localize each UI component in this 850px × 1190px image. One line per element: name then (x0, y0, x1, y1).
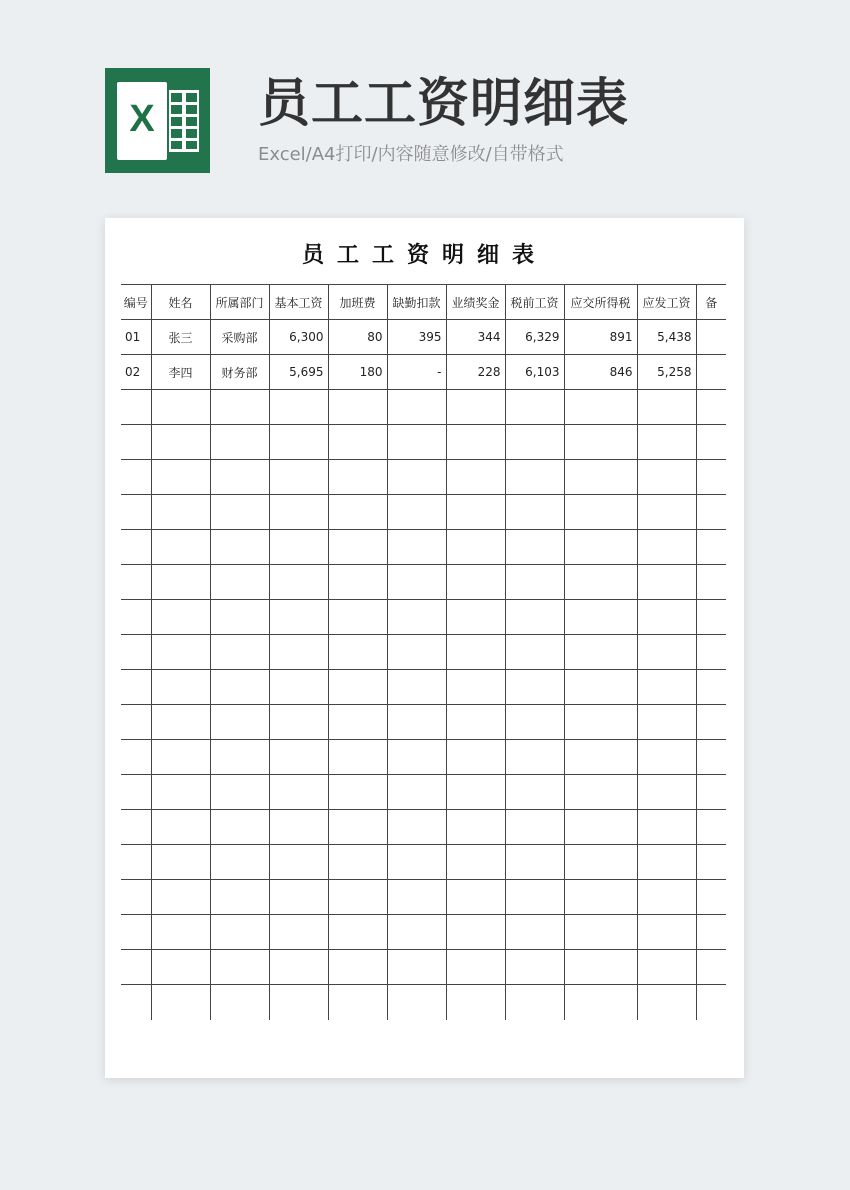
empty-table-cell[interactable] (505, 495, 564, 530)
spreadsheet-preview (105, 218, 744, 1078)
empty-table-cell[interactable] (446, 810, 505, 845)
empty-table-cell[interactable] (564, 495, 637, 530)
empty-table-cell[interactable] (446, 985, 505, 1020)
empty-table-cell[interactable] (210, 635, 269, 670)
empty-table-cell[interactable] (387, 600, 446, 635)
column-header-name: 姓名 (151, 285, 210, 320)
empty-table-cell[interactable] (696, 985, 726, 1020)
empty-table-cell[interactable] (269, 495, 328, 530)
excel-logo-icon (105, 68, 210, 173)
empty-table-cell[interactable] (121, 845, 151, 880)
table-row (121, 355, 726, 390)
empty-table-cell[interactable] (505, 810, 564, 845)
empty-table-cell[interactable] (446, 915, 505, 950)
empty-table-row (121, 810, 726, 845)
empty-table-cell[interactable] (328, 915, 387, 950)
page-subtitle: Excel/A4打印/内容随意修改/自带格式 (258, 144, 564, 165)
empty-table-cell[interactable] (210, 950, 269, 985)
empty-table-cell[interactable] (387, 635, 446, 670)
empty-table-cell[interactable] (696, 565, 726, 600)
column-header-id: 编号 (121, 285, 151, 320)
empty-table-cell[interactable] (121, 425, 151, 460)
empty-table-cell[interactable] (387, 810, 446, 845)
table-cell[interactable]: 228 (446, 355, 505, 390)
empty-table-cell[interactable] (505, 915, 564, 950)
table-cell[interactable]: 344 (446, 320, 505, 355)
empty-table-cell[interactable] (696, 495, 726, 530)
empty-table-cell[interactable] (387, 530, 446, 565)
table-cell[interactable] (696, 320, 726, 355)
empty-table-cell[interactable] (151, 705, 210, 740)
empty-table-cell[interactable] (269, 635, 328, 670)
empty-table-cell[interactable] (637, 390, 696, 425)
table-cell[interactable]: 5,438 (637, 320, 696, 355)
table-row (121, 320, 726, 355)
empty-table-cell[interactable] (269, 390, 328, 425)
empty-table-cell[interactable] (564, 460, 637, 495)
empty-table-cell[interactable] (637, 915, 696, 950)
empty-table-cell[interactable] (269, 460, 328, 495)
empty-table-cell[interactable] (269, 880, 328, 915)
empty-table-cell[interactable] (637, 845, 696, 880)
empty-table-cell[interactable] (696, 460, 726, 495)
empty-table-cell[interactable] (446, 390, 505, 425)
empty-table-cell[interactable] (564, 390, 637, 425)
table-cell[interactable]: 李四 (151, 355, 210, 390)
empty-table-cell[interactable] (505, 705, 564, 740)
empty-table-cell[interactable] (121, 985, 151, 1020)
table-cell[interactable]: 80 (328, 320, 387, 355)
empty-table-row (121, 530, 726, 565)
excel-document-shape (117, 82, 167, 160)
empty-table-row (121, 915, 726, 950)
empty-table-cell[interactable] (210, 915, 269, 950)
column-header-net-salary: 应发工资 (637, 285, 696, 320)
table-cell[interactable]: 180 (328, 355, 387, 390)
table-cell[interactable]: 395 (387, 320, 446, 355)
empty-table-cell[interactable] (121, 460, 151, 495)
empty-table-cell[interactable] (564, 600, 637, 635)
empty-table-cell[interactable] (564, 845, 637, 880)
empty-table-cell[interactable] (564, 705, 637, 740)
empty-table-cell[interactable] (696, 915, 726, 950)
empty-table-cell[interactable] (696, 810, 726, 845)
empty-table-cell[interactable] (328, 635, 387, 670)
empty-table-cell[interactable] (210, 845, 269, 880)
empty-table-cell[interactable] (328, 950, 387, 985)
empty-table-cell[interactable] (696, 530, 726, 565)
empty-table-cell[interactable] (637, 670, 696, 705)
empty-table-cell[interactable] (564, 915, 637, 950)
empty-table-cell[interactable] (505, 880, 564, 915)
empty-table-cell[interactable] (328, 495, 387, 530)
empty-table-cell[interactable] (269, 915, 328, 950)
table-header-row (121, 285, 726, 320)
empty-table-cell[interactable] (387, 670, 446, 705)
column-header-department: 所属部门 (210, 285, 269, 320)
empty-table-cell[interactable] (387, 950, 446, 985)
empty-table-row (121, 950, 726, 985)
column-header-pretax-salary: 税前工资 (505, 285, 564, 320)
table-cell[interactable]: 采购部 (210, 320, 269, 355)
empty-table-row (121, 670, 726, 705)
empty-table-cell[interactable] (564, 670, 637, 705)
empty-table-cell[interactable] (505, 390, 564, 425)
empty-table-cell[interactable] (269, 425, 328, 460)
empty-table-cell[interactable] (446, 425, 505, 460)
empty-table-cell[interactable] (696, 635, 726, 670)
empty-table-cell[interactable] (210, 600, 269, 635)
empty-table-cell[interactable] (269, 845, 328, 880)
empty-table-cell[interactable] (121, 880, 151, 915)
empty-table-cell[interactable] (637, 495, 696, 530)
empty-table-cell[interactable] (269, 670, 328, 705)
table-cell[interactable] (696, 355, 726, 390)
empty-table-cell[interactable] (505, 635, 564, 670)
table-cell[interactable]: - (387, 355, 446, 390)
empty-table-cell[interactable] (151, 530, 210, 565)
empty-table-cell[interactable] (269, 810, 328, 845)
empty-table-cell[interactable] (564, 880, 637, 915)
empty-table-cell[interactable] (696, 775, 726, 810)
empty-table-cell[interactable] (210, 985, 269, 1020)
empty-table-cell[interactable] (151, 495, 210, 530)
table-cell[interactable]: 5,695 (269, 355, 328, 390)
table-cell[interactable]: 6,103 (505, 355, 564, 390)
empty-table-cell[interactable] (446, 635, 505, 670)
empty-table-cell[interactable] (564, 565, 637, 600)
empty-table-cell[interactable] (505, 565, 564, 600)
spreadsheet-grid-icon (169, 90, 199, 152)
empty-table-cell[interactable] (121, 775, 151, 810)
column-header-remarks: 备 (696, 285, 726, 320)
empty-table-cell[interactable] (151, 635, 210, 670)
empty-table-cell[interactable] (505, 775, 564, 810)
empty-table-cell[interactable] (269, 705, 328, 740)
empty-table-row (121, 845, 726, 880)
empty-table-cell[interactable] (696, 845, 726, 880)
table-cell[interactable]: 01 (121, 320, 151, 355)
empty-table-cell[interactable] (387, 390, 446, 425)
sheet-title: 员工工资明细表 (301, 243, 547, 268)
empty-table-cell[interactable] (505, 600, 564, 635)
empty-table-cell[interactable] (637, 530, 696, 565)
empty-table-cell[interactable] (121, 495, 151, 530)
empty-table-cell[interactable] (151, 810, 210, 845)
empty-table-cell[interactable] (121, 635, 151, 670)
empty-table-cell[interactable] (210, 810, 269, 845)
empty-table-cell[interactable] (151, 460, 210, 495)
empty-table-cell[interactable] (505, 670, 564, 705)
empty-table-cell[interactable] (328, 810, 387, 845)
empty-table-cell[interactable] (328, 740, 387, 775)
page-title: 员工工资明细表 (258, 74, 630, 134)
empty-table-cell[interactable] (269, 740, 328, 775)
empty-table-cell[interactable] (121, 565, 151, 600)
empty-table-cell[interactable] (696, 740, 726, 775)
salary-table (121, 284, 726, 1020)
empty-table-cell[interactable] (151, 740, 210, 775)
empty-table-cell[interactable] (151, 425, 210, 460)
empty-table-row (121, 425, 726, 460)
empty-table-cell[interactable] (328, 460, 387, 495)
empty-table-cell[interactable] (696, 950, 726, 985)
excel-logo-letter: X (129, 98, 155, 140)
empty-table-cell[interactable] (151, 390, 210, 425)
empty-table-cell[interactable] (328, 425, 387, 460)
empty-table-cell[interactable] (151, 915, 210, 950)
empty-table-cell[interactable] (446, 495, 505, 530)
empty-table-cell[interactable] (696, 880, 726, 915)
empty-table-cell[interactable] (151, 565, 210, 600)
empty-table-cell[interactable] (328, 600, 387, 635)
empty-table-cell[interactable] (210, 565, 269, 600)
empty-table-cell[interactable] (564, 635, 637, 670)
empty-table-cell[interactable] (210, 670, 269, 705)
empty-table-cell[interactable] (387, 495, 446, 530)
empty-table-cell[interactable] (387, 845, 446, 880)
empty-table-cell[interactable] (387, 460, 446, 495)
empty-table-cell[interactable] (387, 565, 446, 600)
empty-table-cell[interactable] (151, 845, 210, 880)
empty-table-cell[interactable] (564, 775, 637, 810)
empty-table-cell[interactable] (269, 600, 328, 635)
empty-table-cell[interactable] (328, 705, 387, 740)
empty-table-cell[interactable] (446, 880, 505, 915)
empty-table-cell[interactable] (151, 600, 210, 635)
empty-table-cell[interactable] (446, 845, 505, 880)
empty-table-cell[interactable] (446, 460, 505, 495)
empty-table-cell[interactable] (151, 775, 210, 810)
empty-table-cell[interactable] (151, 880, 210, 915)
empty-table-cell[interactable] (387, 425, 446, 460)
empty-table-cell[interactable] (328, 670, 387, 705)
empty-table-cell[interactable] (637, 985, 696, 1020)
empty-table-cell[interactable] (328, 880, 387, 915)
empty-table-row (121, 740, 726, 775)
column-header-base-salary: 基本工资 (269, 285, 328, 320)
empty-table-cell[interactable] (269, 775, 328, 810)
empty-table-row (121, 985, 726, 1020)
table-cell[interactable]: 5,258 (637, 355, 696, 390)
table-cell[interactable]: 6,300 (269, 320, 328, 355)
empty-table-cell[interactable] (637, 635, 696, 670)
empty-table-cell[interactable] (446, 530, 505, 565)
empty-table-cell[interactable] (210, 390, 269, 425)
empty-table-cell[interactable] (210, 530, 269, 565)
column-header-performance-bonus: 业绩奖金 (446, 285, 505, 320)
table-cell[interactable]: 891 (564, 320, 637, 355)
empty-table-cell[interactable] (564, 950, 637, 985)
empty-table-cell[interactable] (637, 880, 696, 915)
empty-table-cell[interactable] (505, 460, 564, 495)
empty-table-cell[interactable] (121, 915, 151, 950)
empty-table-cell[interactable] (210, 880, 269, 915)
empty-table-cell[interactable] (505, 530, 564, 565)
empty-table-cell[interactable] (387, 985, 446, 1020)
empty-table-cell[interactable] (151, 670, 210, 705)
empty-table-cell[interactable] (269, 950, 328, 985)
empty-table-cell[interactable] (151, 985, 210, 1020)
empty-table-cell[interactable] (505, 845, 564, 880)
column-header-income-tax: 应交所得税 (564, 285, 637, 320)
empty-table-cell[interactable] (637, 565, 696, 600)
empty-table-cell[interactable] (446, 705, 505, 740)
empty-table-row (121, 495, 726, 530)
empty-table-cell[interactable] (121, 950, 151, 985)
empty-table-cell[interactable] (210, 425, 269, 460)
empty-table-cell[interactable] (446, 740, 505, 775)
empty-table-cell[interactable] (121, 530, 151, 565)
table-cell[interactable]: 张三 (151, 320, 210, 355)
empty-table-cell[interactable] (328, 775, 387, 810)
empty-table-cell[interactable] (505, 950, 564, 985)
empty-table-cell[interactable] (637, 775, 696, 810)
empty-table-cell[interactable] (446, 565, 505, 600)
empty-table-cell[interactable] (210, 775, 269, 810)
empty-table-cell[interactable] (387, 880, 446, 915)
empty-table-cell[interactable] (387, 740, 446, 775)
column-header-absence-deduction: 缺勤扣款 (387, 285, 446, 320)
empty-table-cell[interactable] (564, 530, 637, 565)
empty-table-cell[interactable] (328, 845, 387, 880)
empty-table-row (121, 565, 726, 600)
table-cell[interactable]: 02 (121, 355, 151, 390)
empty-table-cell[interactable] (269, 530, 328, 565)
empty-table-cell[interactable] (696, 600, 726, 635)
empty-table-cell[interactable] (210, 705, 269, 740)
empty-table-row (121, 880, 726, 915)
empty-table-cell[interactable] (121, 810, 151, 845)
empty-table-cell[interactable] (151, 950, 210, 985)
empty-table-cell[interactable] (387, 705, 446, 740)
empty-table-cell[interactable] (696, 425, 726, 460)
empty-table-cell[interactable] (328, 565, 387, 600)
column-header-overtime-pay: 加班费 (328, 285, 387, 320)
empty-table-row (121, 390, 726, 425)
empty-table-cell[interactable] (505, 740, 564, 775)
empty-table-cell[interactable] (328, 390, 387, 425)
table-cell[interactable]: 846 (564, 355, 637, 390)
empty-table-cell[interactable] (387, 915, 446, 950)
empty-table-cell[interactable] (328, 530, 387, 565)
empty-table-cell[interactable] (269, 985, 328, 1020)
empty-table-cell[interactable] (637, 425, 696, 460)
empty-table-cell[interactable] (505, 985, 564, 1020)
empty-table-cell[interactable] (637, 460, 696, 495)
empty-table-row (121, 705, 726, 740)
empty-table-cell[interactable] (328, 985, 387, 1020)
empty-table-cell[interactable] (696, 670, 726, 705)
empty-table-cell[interactable] (696, 390, 726, 425)
empty-table-cell[interactable] (446, 600, 505, 635)
empty-table-cell[interactable] (446, 950, 505, 985)
empty-table-cell[interactable] (564, 425, 637, 460)
empty-table-cell[interactable] (637, 705, 696, 740)
table-cell[interactable]: 6,329 (505, 320, 564, 355)
empty-table-row (121, 635, 726, 670)
empty-table-cell[interactable] (637, 740, 696, 775)
empty-table-cell[interactable] (210, 740, 269, 775)
table-cell[interactable]: 财务部 (210, 355, 269, 390)
empty-table-cell[interactable] (121, 390, 151, 425)
empty-table-cell[interactable] (121, 670, 151, 705)
empty-table-row (121, 460, 726, 495)
empty-table-row (121, 600, 726, 635)
empty-table-cell[interactable] (637, 950, 696, 985)
empty-table-cell[interactable] (121, 600, 151, 635)
empty-table-cell[interactable] (564, 985, 637, 1020)
empty-table-cell[interactable] (121, 740, 151, 775)
empty-table-cell[interactable] (696, 705, 726, 740)
empty-table-cell[interactable] (564, 810, 637, 845)
empty-table-cell[interactable] (446, 775, 505, 810)
empty-table-row (121, 775, 726, 810)
empty-table-cell[interactable] (210, 495, 269, 530)
empty-table-cell[interactable] (210, 460, 269, 495)
empty-table-cell[interactable] (505, 425, 564, 460)
empty-table-cell[interactable] (637, 810, 696, 845)
empty-table-cell[interactable] (387, 775, 446, 810)
empty-table-cell[interactable] (637, 600, 696, 635)
empty-table-cell[interactable] (446, 670, 505, 705)
empty-table-cell[interactable] (564, 740, 637, 775)
empty-table-cell[interactable] (121, 705, 151, 740)
empty-table-cell[interactable] (269, 565, 328, 600)
